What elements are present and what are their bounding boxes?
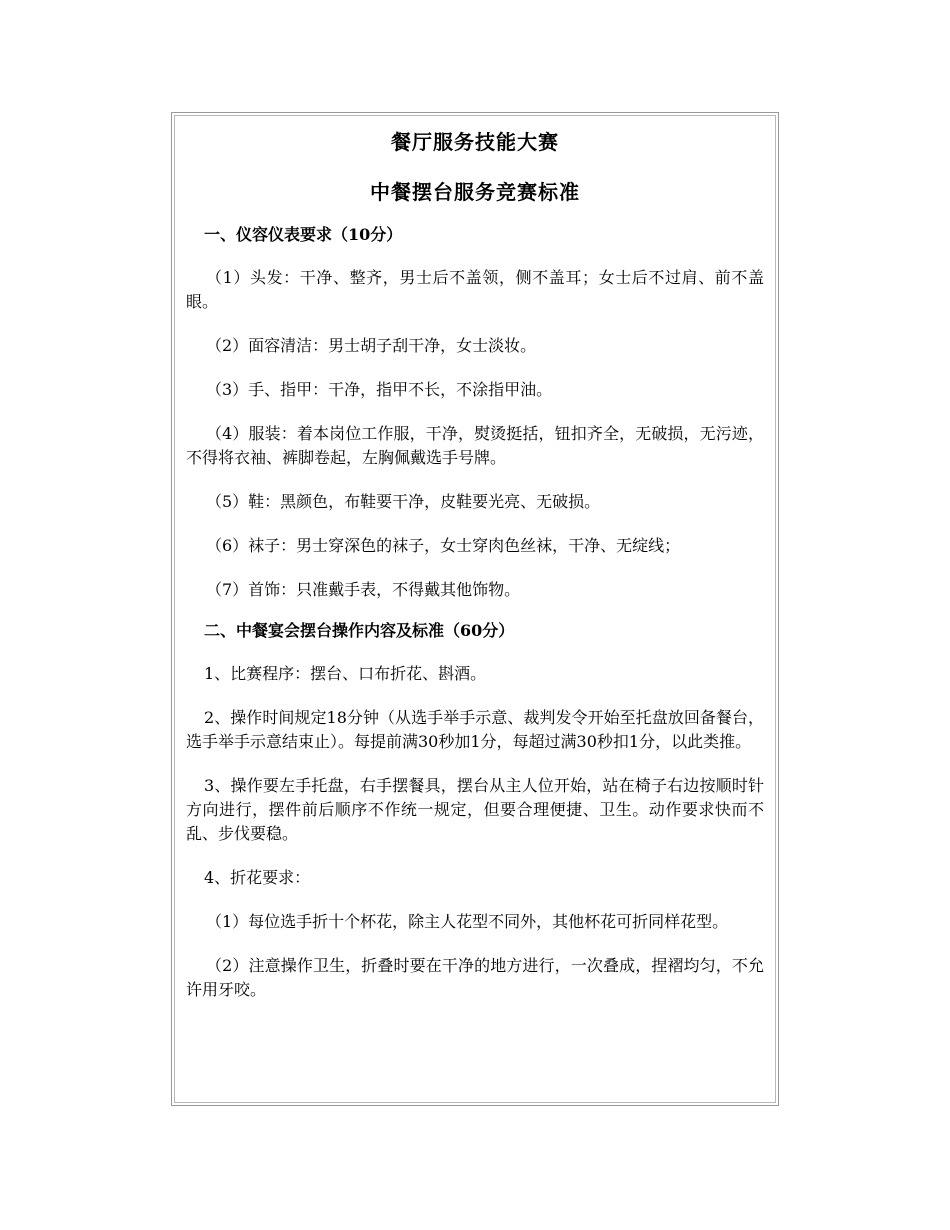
document-content xyxy=(186,128,764,1002)
requirement-face: （2）面容清洁：男士胡子刮干净，女士淡妆。 xyxy=(206,336,537,355)
napkin-requirement-hygiene: （2）注意操作卫生，折叠时要在干净的地方进行，一次叠成，捏褶均匀，不允许用牙咬。 xyxy=(186,956,764,999)
requirement-shoes: （5）鞋：黑颜色，布鞋要干净，皮鞋要光亮、无破损。 xyxy=(206,492,601,511)
requirement-hair: （1）头发：干净、整齐，男士后不盖领，侧不盖耳；女士后不过肩、前不盖眼。 xyxy=(186,268,764,311)
section-heading-table-setting: 二、中餐宴会摆台操作内容及标准（60分） xyxy=(204,621,515,640)
document-title: 餐厅服务技能大赛 xyxy=(391,130,559,154)
requirement-uniform: （4）服装：着本岗位工作服，干净，熨烫挺括，钮扣齐全，无破损，无污迹，不得将衣袖、裤脚卷起，左胸佩戴选手号牌。 xyxy=(186,424,764,467)
standard-procedure: 1、比赛程序：摆台、口布折花、斟酒。 xyxy=(204,664,487,683)
requirement-jewelry: （7）首饰：只准戴手表，不得戴其他饰物。 xyxy=(206,580,521,599)
standard-operation: 3、操作要左手托盘，右手摆餐具，摆台从主人位开始，站在椅子右边按顺时针方向进行，摆件前后顺序不作统一规定，但要合理便捷、卫生。动作要求快而不乱、步伐要稳。 xyxy=(186,776,764,843)
document-subtitle: 中餐摆台服务竞赛标准 xyxy=(370,180,580,204)
standard-time-limit: 2、操作时间规定18分钟（从选手举手示意、裁判发令开始至托盘放回备餐台，选手举手示意结束止）。每提前满30秒加1分，每超过满30秒扣1分，以此类推。 xyxy=(186,708,764,751)
napkin-requirement-count: （1）每位选手折十个杯花，除主人花型不同外，其他杯花可折同样花型。 xyxy=(206,912,729,931)
standard-napkin-folding-heading: 4、折花要求： xyxy=(204,868,311,887)
requirement-nails: （3）手、指甲：干净，指甲不长，不涂指甲油。 xyxy=(206,380,553,399)
requirement-socks: （6）袜子：男士穿深色的袜子，女士穿肉色丝袜，干净、无绽线； xyxy=(206,536,681,555)
section-heading-appearance: 一、仪容仪表要求（10分） xyxy=(204,225,403,244)
